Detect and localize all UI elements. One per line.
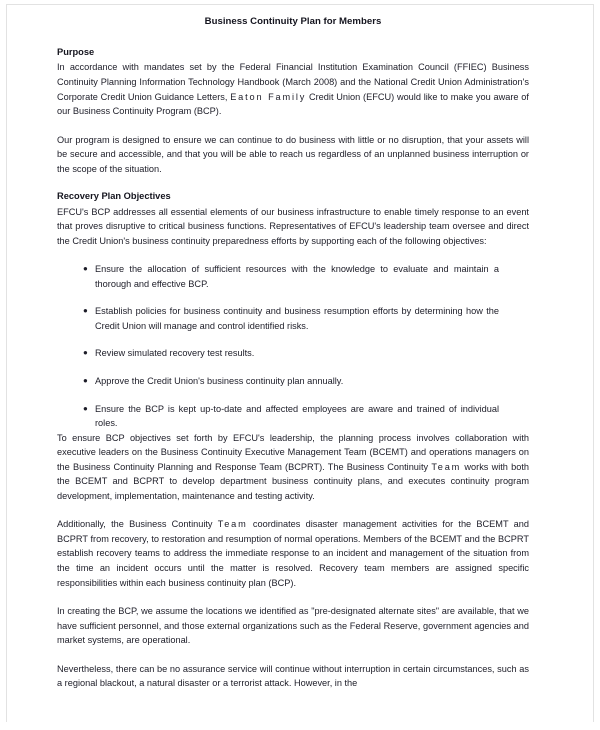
section-heading-recovery-plan-objectives: Recovery Plan Objectives	[57, 191, 171, 202]
purpose-paragraph-1	[57, 60, 529, 118]
bullet-icon: ●	[83, 264, 88, 274]
objectives-paragraph-3	[57, 431, 529, 504]
objectives-paragraph-5: In creating the BCP, we assume the locations we identified as "pre-designated alternate sites" are available, that we have sufficient personnel, and those external organizations such as the Federal Reserve, government agencies and market systems, are operational.	[57, 606, 529, 646]
section-heading-purpose: Purpose	[57, 47, 95, 57]
list-item-text: Ensure the allocation of sufficient resources with the knowledge to evaluate and maintain a thorough and effective BCP.	[95, 264, 499, 289]
purpose-paragraph-1-spaced-text: Eaton Family	[230, 91, 307, 102]
list-item	[57, 402, 529, 431]
objectives-paragraph-4-spaced-text: Team	[217, 519, 248, 530]
purpose-paragraph-1-part-b: Credit Union (EFCU) would like to make you aware of our Business Continuity Program (BCP).	[57, 91, 529, 117]
list-item	[57, 374, 529, 389]
recovery-objectives-intro: EFCU's BCP addresses all essential elements of our business infrastructure to enable timely response to an event that proves disruptive to critical business functions. Representatives of EFCU's leadership team oversee and direct the Credit Union's business continuity preparedness efforts by supporting each of the following objectives:	[57, 206, 529, 246]
document-title: Business Continuity Plan for Members	[204, 16, 382, 27]
objectives-paragraph-6: Nevertheless, there can be no assurance service will continue without interruption in certain circumstances, such as a regional blackout, a natural disaster or a terrorist attack. However, in the	[57, 663, 529, 689]
list-item-text: Establish policies for business continuity and business resumption efforts by determining how the Credit Union will manage and control identified risks.	[95, 306, 499, 331]
objectives-paragraph-3-part-a: To ensure BCP objectives set forth by EFCU's leadership, the planning process involves collaboration with executive leaders on the Business Continuity Executive Management Team (BCEMT) and operations managers on the Business Continuity Planning and Response Team (BCPRT). The Business Continuity	[57, 432, 529, 472]
objectives-paragraph-3-part-b: works with both the BCEMT and BCPRT to develop department business continuity plans, and executes continuity program development, implementation, maintenance and testing activity.	[57, 461, 529, 501]
objectives-paragraph-4	[57, 517, 529, 590]
bullet-icon: ●	[83, 306, 88, 316]
bullet-icon: ●	[83, 376, 88, 386]
list-item	[57, 262, 529, 291]
list-item	[57, 304, 529, 333]
list-item-text: Approve the Credit Union's business continuity plan annually.	[95, 376, 344, 387]
purpose-paragraph-1-part-a: In accordance with mandates set by the Federal Financial Institution Examination Council (FFIEC) Business Continuity Planning Information Technology Handbook (March 2008) and the National Credit Union Administration's Corporate Credit Union Guidance Letters,	[57, 62, 529, 102]
objectives-paragraph-3-spaced-text: Team	[431, 461, 462, 472]
purpose-paragraph-2: Our program is designed to ensure we can continue to do business with little or no disruption, that your assets will be secure and accessible, and that you will be able to reach us regardless of an unplanned business interruption or the scope of the situation.	[57, 134, 529, 174]
objectives-paragraph-4-part-b: coordinates disaster management activities for the BCEMT and BCPRT from recovery, to restoration and resumption of normal operations. Members of the BCEMT and the BCPRT establish recovery teams to address the immediate response to an incident and management of the situation from the time an incident occurs until the matter is resolved. Recovery team members are assigned specific responsibilities within each business continuity plan (BCP).	[57, 519, 529, 588]
objectives-paragraph-4-part-a: Additionally, the Business Continuity	[57, 519, 218, 530]
objectives-list	[57, 262, 529, 430]
bullet-icon: ●	[83, 348, 88, 358]
document-page	[6, 4, 594, 722]
document-content	[57, 15, 529, 691]
list-item-text: Review simulated recovery test results.	[95, 348, 255, 359]
list-item	[57, 346, 529, 361]
bullet-icon: ●	[83, 403, 88, 413]
list-item-text: Ensure the BCP is kept up-to-date and affected employees are aware and trained of individual roles.	[95, 403, 499, 429]
